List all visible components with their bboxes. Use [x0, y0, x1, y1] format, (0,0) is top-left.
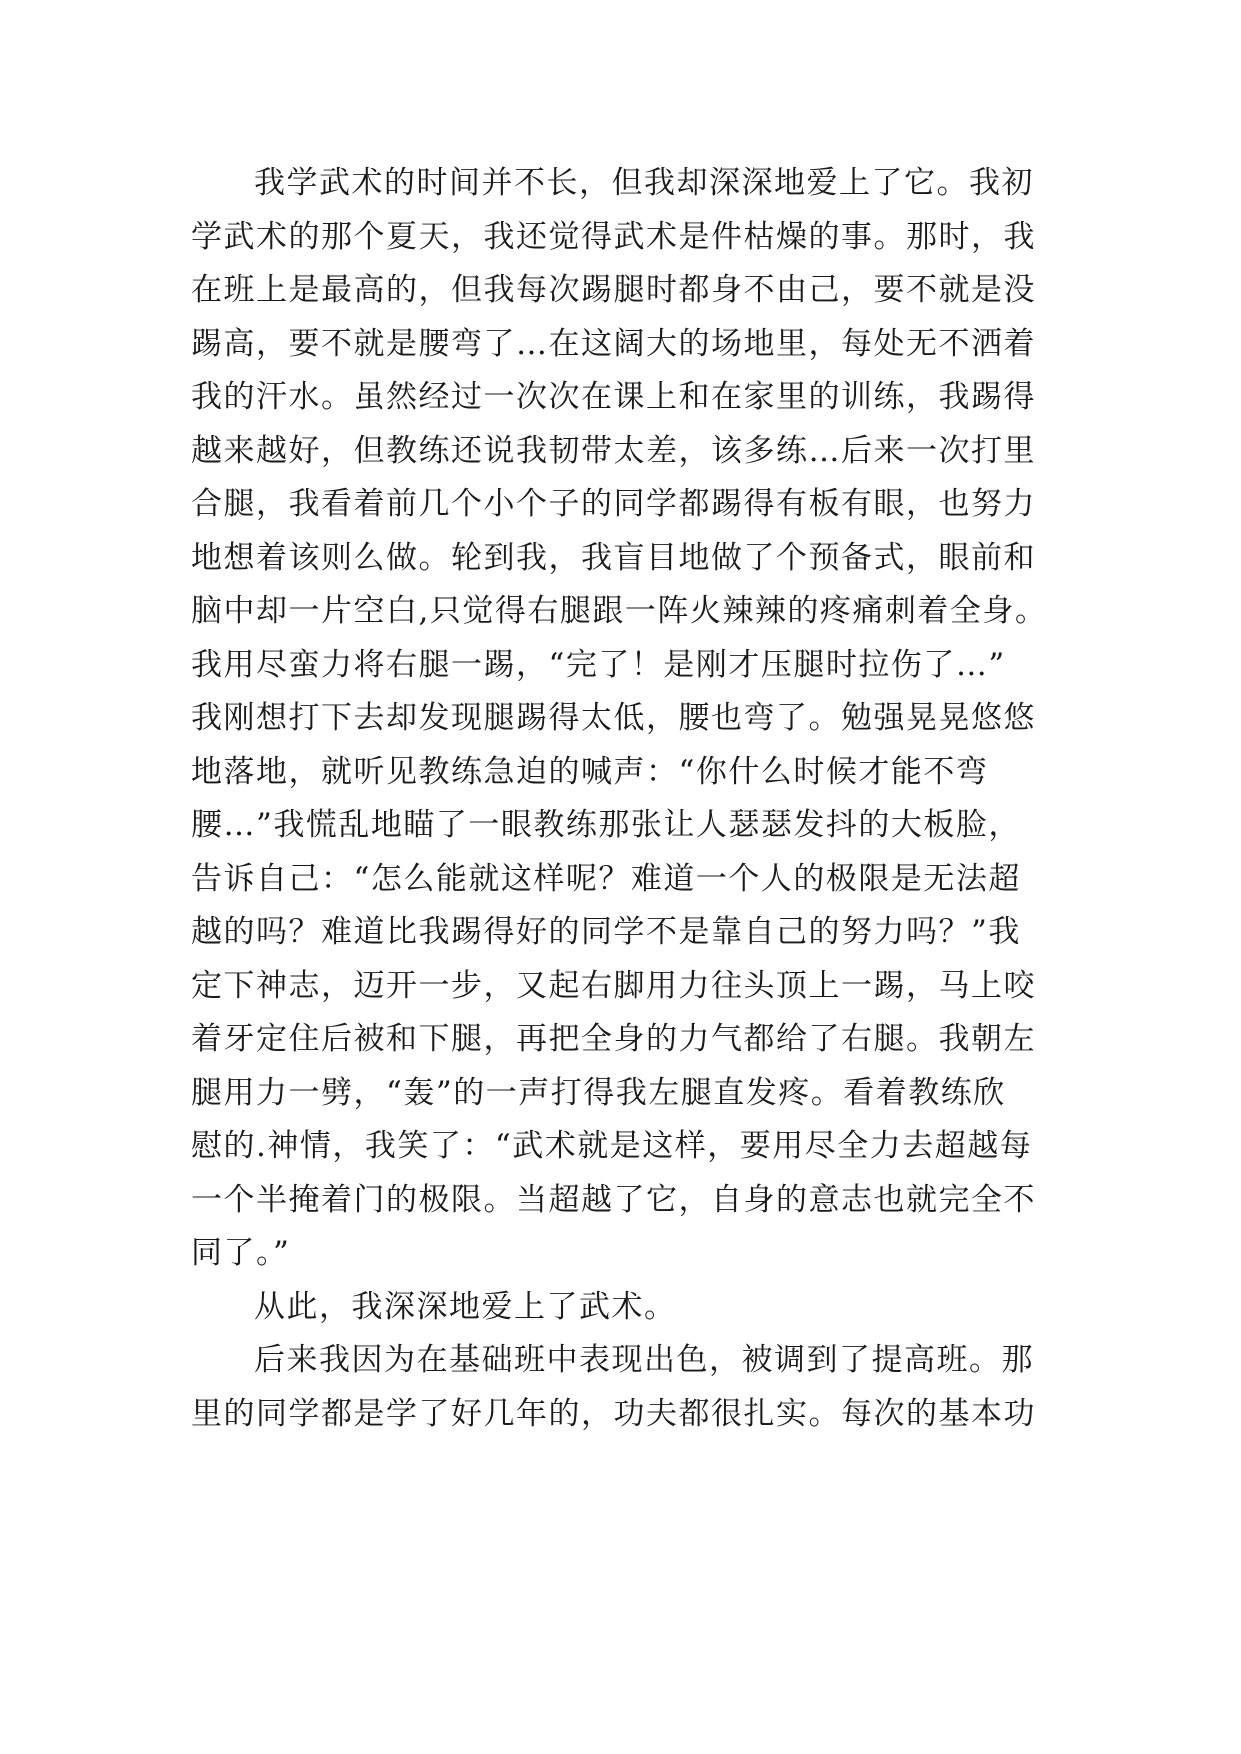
paragraph-1-line-11: 我刚想打下去却发现腿踢得太低，腰也弯了。勉强晃晃悠悠 — [191, 700, 1036, 736]
paragraph-3-line-2: 里的同学都是学了好几年的，功夫都很扎实。每次的基本功 — [191, 1395, 1036, 1432]
paragraph-1-line-1: 我学武术的时间并不长，但我却深深地爱上了它。我初 — [254, 165, 1034, 201]
paragraph-1-line-5: 我的汗水。虽然经过一次次在课上和在家里的训练，我踢得 — [191, 379, 1036, 415]
paragraph-1-line-14: 告诉自己：“怎么能就这样呢？难道一个人的极限是无法超 — [191, 860, 1021, 897]
paragraph-1-line-12: 地落地，就听见教练急迫的喊声：“你什么时候才能不弯 — [191, 753, 989, 790]
paragraph-1-line-19: 慰的.神情，我笑了：“武术就是这样，要用尽全力去超越每 — [191, 1128, 1033, 1164]
paragraph-1-line-7: 合腿，我看着前几个小个子的同学都踢得有板有眼，也努力 — [191, 486, 1036, 522]
paragraph-1-line-21: 同了。” — [191, 1235, 291, 1271]
paragraph-1-line-10: 我用尽蛮力将右腿一踢，“完了！是刚才压腿时拉伤了…” — [191, 646, 1006, 683]
paragraph-1-line-18: 腿用力一劈，“轰”的一声打得我左腿直发疼。看着教练欣 — [191, 1074, 1006, 1111]
paragraph-1-line-15: 越的吗？难道比我踢得好的同学不是靠自己的努力吗？”我 — [191, 914, 1021, 950]
paragraph-1-line-17: 着牙定住后被和下腿，再把全身的力气都给了右腿。我朝左 — [191, 1021, 1036, 1057]
paragraph-1-line-8: 地想着该则么做。轮到我，我盲目地做了个预备式，眼前和 — [191, 539, 1036, 576]
document-body — [191, 157, 1051, 1441]
paragraph-2-line-1: 从此，我深深地爱上了武术。 — [254, 1288, 677, 1325]
paragraph-1-line-2: 学武术的那个夏天，我还觉得武术是件枯燥的事。那时，我 — [191, 218, 1036, 255]
paragraph-1-line-13: 腰…”我慌乱地瞄了一眼教练那张让人瑟瑟发抖的大板脸， — [191, 807, 1021, 843]
paragraph-1-line-4: 踢高，要不就是腰弯了…在这阔大的场地里，每处无不洒着 — [191, 325, 1036, 362]
paragraph-1-line-3: 在班上是最高的，但我每次踢腿时都身不由己，要不就是没 — [191, 272, 1036, 308]
paragraph-3-line-1: 后来我因为在基础班中表现出色，被调到了提高班。那 — [254, 1342, 1034, 1378]
paragraph-1-line-9: 脑中却一片空白,只觉得右腿跟一阵火辣辣的疼痛刺着全身。 — [191, 593, 1048, 629]
paragraph-1-line-20: 一个半掩着门的极限。当超越了它，自身的意志也就完全不 — [191, 1181, 1036, 1218]
paragraph-1-line-16: 定下神志，迈开一步，又起右脚用力往头顶上一踢，马上咬 — [191, 967, 1036, 1004]
paragraph-1-line-6: 越来越好，但教练还说我韧带太差，该多练…后来一次打里 — [191, 432, 1036, 469]
